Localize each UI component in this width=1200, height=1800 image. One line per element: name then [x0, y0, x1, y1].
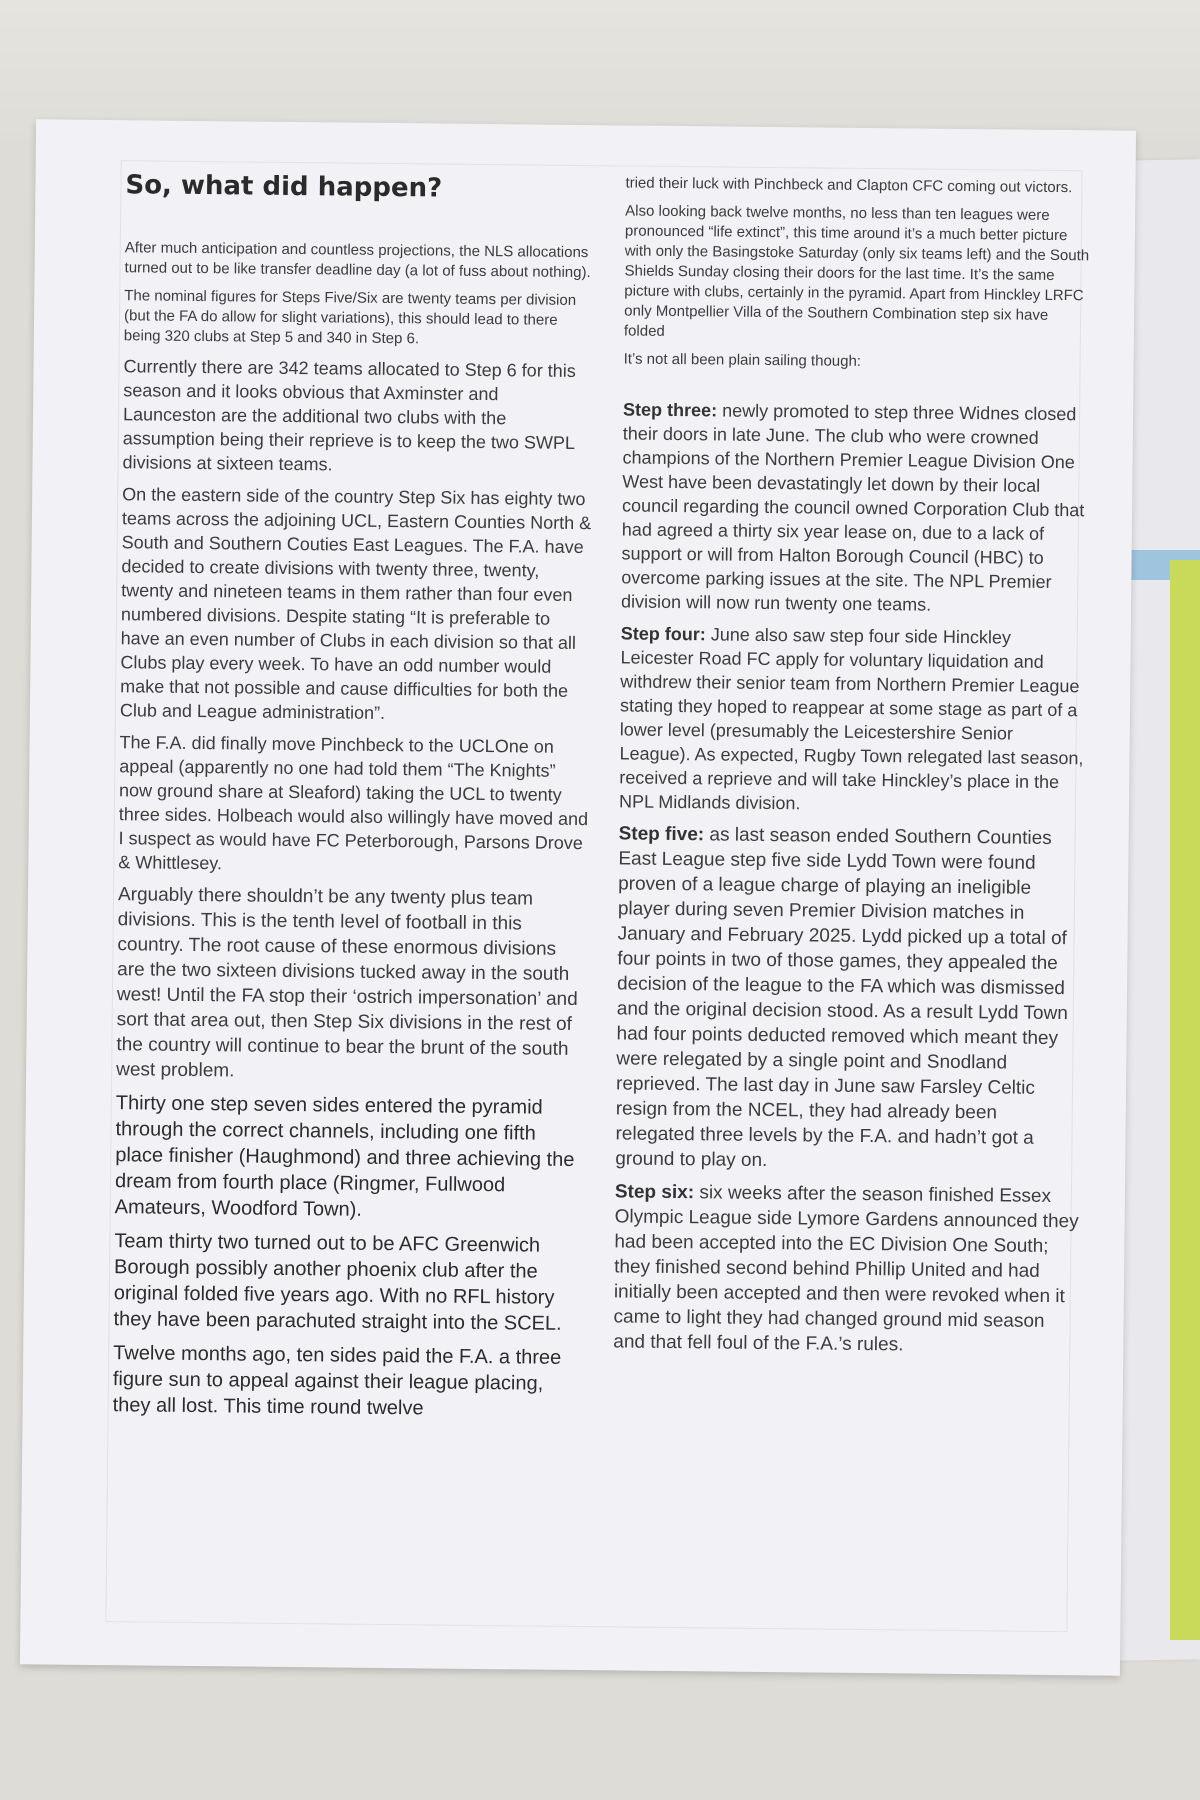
- paragraph: The F.A. did finally move Pinchbeck to the UCLOne on appeal (apparently no one had told them “The Knights” now ground share at Sleaford) taking the UCL to twenty three sides. Holbeach would also willingly have moved and I suspect as would have FC Peterborough, Parsons Drove & Whittlesey.: [118, 732, 589, 874]
- paragraph: Currently there are 342 teams allocated to Step 6 for this season and it looks obvious that Axminster and Launceston are the additional two clubs with the assumption being their reprieve is to keep the two SWPL divisions at sixteen teams.: [122, 356, 576, 475]
- paragraph: The nominal figures for Steps Five/Six are twenty teams per division (but the FA do allow for slight variations), this should lead to there being 320 clubs at Step 5 and 340 in Step 6.: [123, 287, 577, 348]
- step-five-paragraph: [615, 821, 1084, 1176]
- step-text: June also saw step four side Hinckley Leicester Road FC apply for voluntary liquidation and withdrew their senior team from Northern Premier League stating they hoped to reappear at some stage as part of a lower level (presumably the Leicestershire Senior League). As expected, Rugby Town relegated last season, received a reprieve and will take Hinckley’s place in the NPL Midlands division.: [618, 624, 1084, 814]
- step-label: Step five:: [618, 823, 705, 846]
- step-four-paragraph: [619, 621, 1086, 818]
- step-label: Step four:: [620, 623, 706, 645]
- left-column: [112, 170, 595, 1431]
- paragraph: Team thirty two turned out to be AFC Greenwich Borough possibly another phoenix club after the original folded five years ago. With no RFL history they have been parachuted straight into the SCEL.: [113, 1230, 562, 1335]
- paragraph: tried their luck with Pinchbeck and Clapton CFC coming out victors.: [625, 174, 1073, 197]
- step-text: newly promoted to step three Widnes closed their doors in late June. The club who were crowned champions of the Northern Premier League Division One West have been devastatingly let down by their local council regarding the council owned Corporation Club that had agreed a thirty six year lease on, due to a lack of support or will from Halton Borough Council (HBC) to overcome parking issues at the site. The NPL Premier division will now run twenty one teams.: [620, 400, 1085, 615]
- paragraph: Arguably there shouldn’t be any twenty plus team divisions. This is the tenth level of football in this country. The root cause of these enormous divisions are the two sixteen divisions tucked away in the south west! Until the FA stop their ‘ostrich impersonation’ and sort that area out, then Step Six divisions in the rest of the country will continue to bear the brunt of the south west problem.: [116, 884, 578, 1082]
- step-label: Step six:: [614, 1181, 695, 1204]
- adjacent-page-green-band: [1170, 560, 1200, 1640]
- step-three-paragraph: [621, 397, 1088, 618]
- paragraph: On the eastern side of the country Step Six has eighty two teams across the adjoining UCL, Eastern Counties North & South and Southern Couties East Leagues. The F.A. have decided to create divisions with twenty three, twenty, twenty and nineteen teams in them rather than four even numbered divisions. Despite stating “It is preferable to have an even number of Clubs in each division so that all Clubs play every week. To have an odd number would make that not possible and cause difficulties for both the Club and League administration”.: [119, 484, 592, 723]
- paragraph: After much anticipation and countless projections, the NLS allocations turned out to be like transfer deadline day (a lot of fuss about nothing).: [124, 239, 591, 282]
- step-text: as last season ended Southern Counties East League step five side Lydd Town were found proven of a league charge of playing an ineligible player during seven Premier Division matches in January and February 2025. Lydd picked up a total of four points in two of those games, they appealed the decision of the league to the FA which was dismissed and the original decision stood. As a result Lydd Town had four points deducted removed which meant they were relegated by a single point and Snodland reprieved. The last day in June saw Farsley Celtic resign from the NCEL, they had already been relegated three levels by the F.A. and hadn’t got a ground to play on.: [615, 824, 1068, 1171]
- step-six-paragraph: [613, 1179, 1080, 1359]
- right-column: [613, 173, 1090, 1367]
- paragraph: It’s not all been plain sailing though:: [623, 350, 862, 370]
- page-heading: So, what did happen?: [125, 170, 443, 204]
- step-label: Step three:: [623, 399, 718, 421]
- step-text: six weeks after the season finished Essex Olympic League side Lymore Gardens announced they had been accepted into the EC Division One South; they finished second behind Phillip United and had initially been accepted and then were revoked when it came to light they had changed ground mid season and that fell foul of the F.A.’s rules.: [613, 1182, 1079, 1356]
- paragraph: Thirty one step seven sides entered the pyramid through the correct channels, including one fifth place finisher (Haughmond) and three achieving the dream from fourth place (Ringmer, Fullwood Amateurs, Woodford Town).: [114, 1092, 575, 1221]
- background-surface: [0, 0, 1200, 140]
- paragraph: Also looking back twelve months, no less than ten leagues were pronounced “life extinct”, this time around it’s a much better picture with only the Basingstoke Saturday (only six teams left) and the South Shields Sunday closing their doors for the last time. It’s the same picture with clubs, certainly in the pyramid. Apart from Hinckley LRFC only Montpellier Villa of the Southern Combination step six have folded: [623, 202, 1090, 340]
- printed-page: [20, 119, 1136, 1675]
- paragraph: Twelve months ago, ten sides paid the F.A. a three figure sun to appeal against their league placing, they all lost. This time round twelve: [112, 1342, 562, 1420]
